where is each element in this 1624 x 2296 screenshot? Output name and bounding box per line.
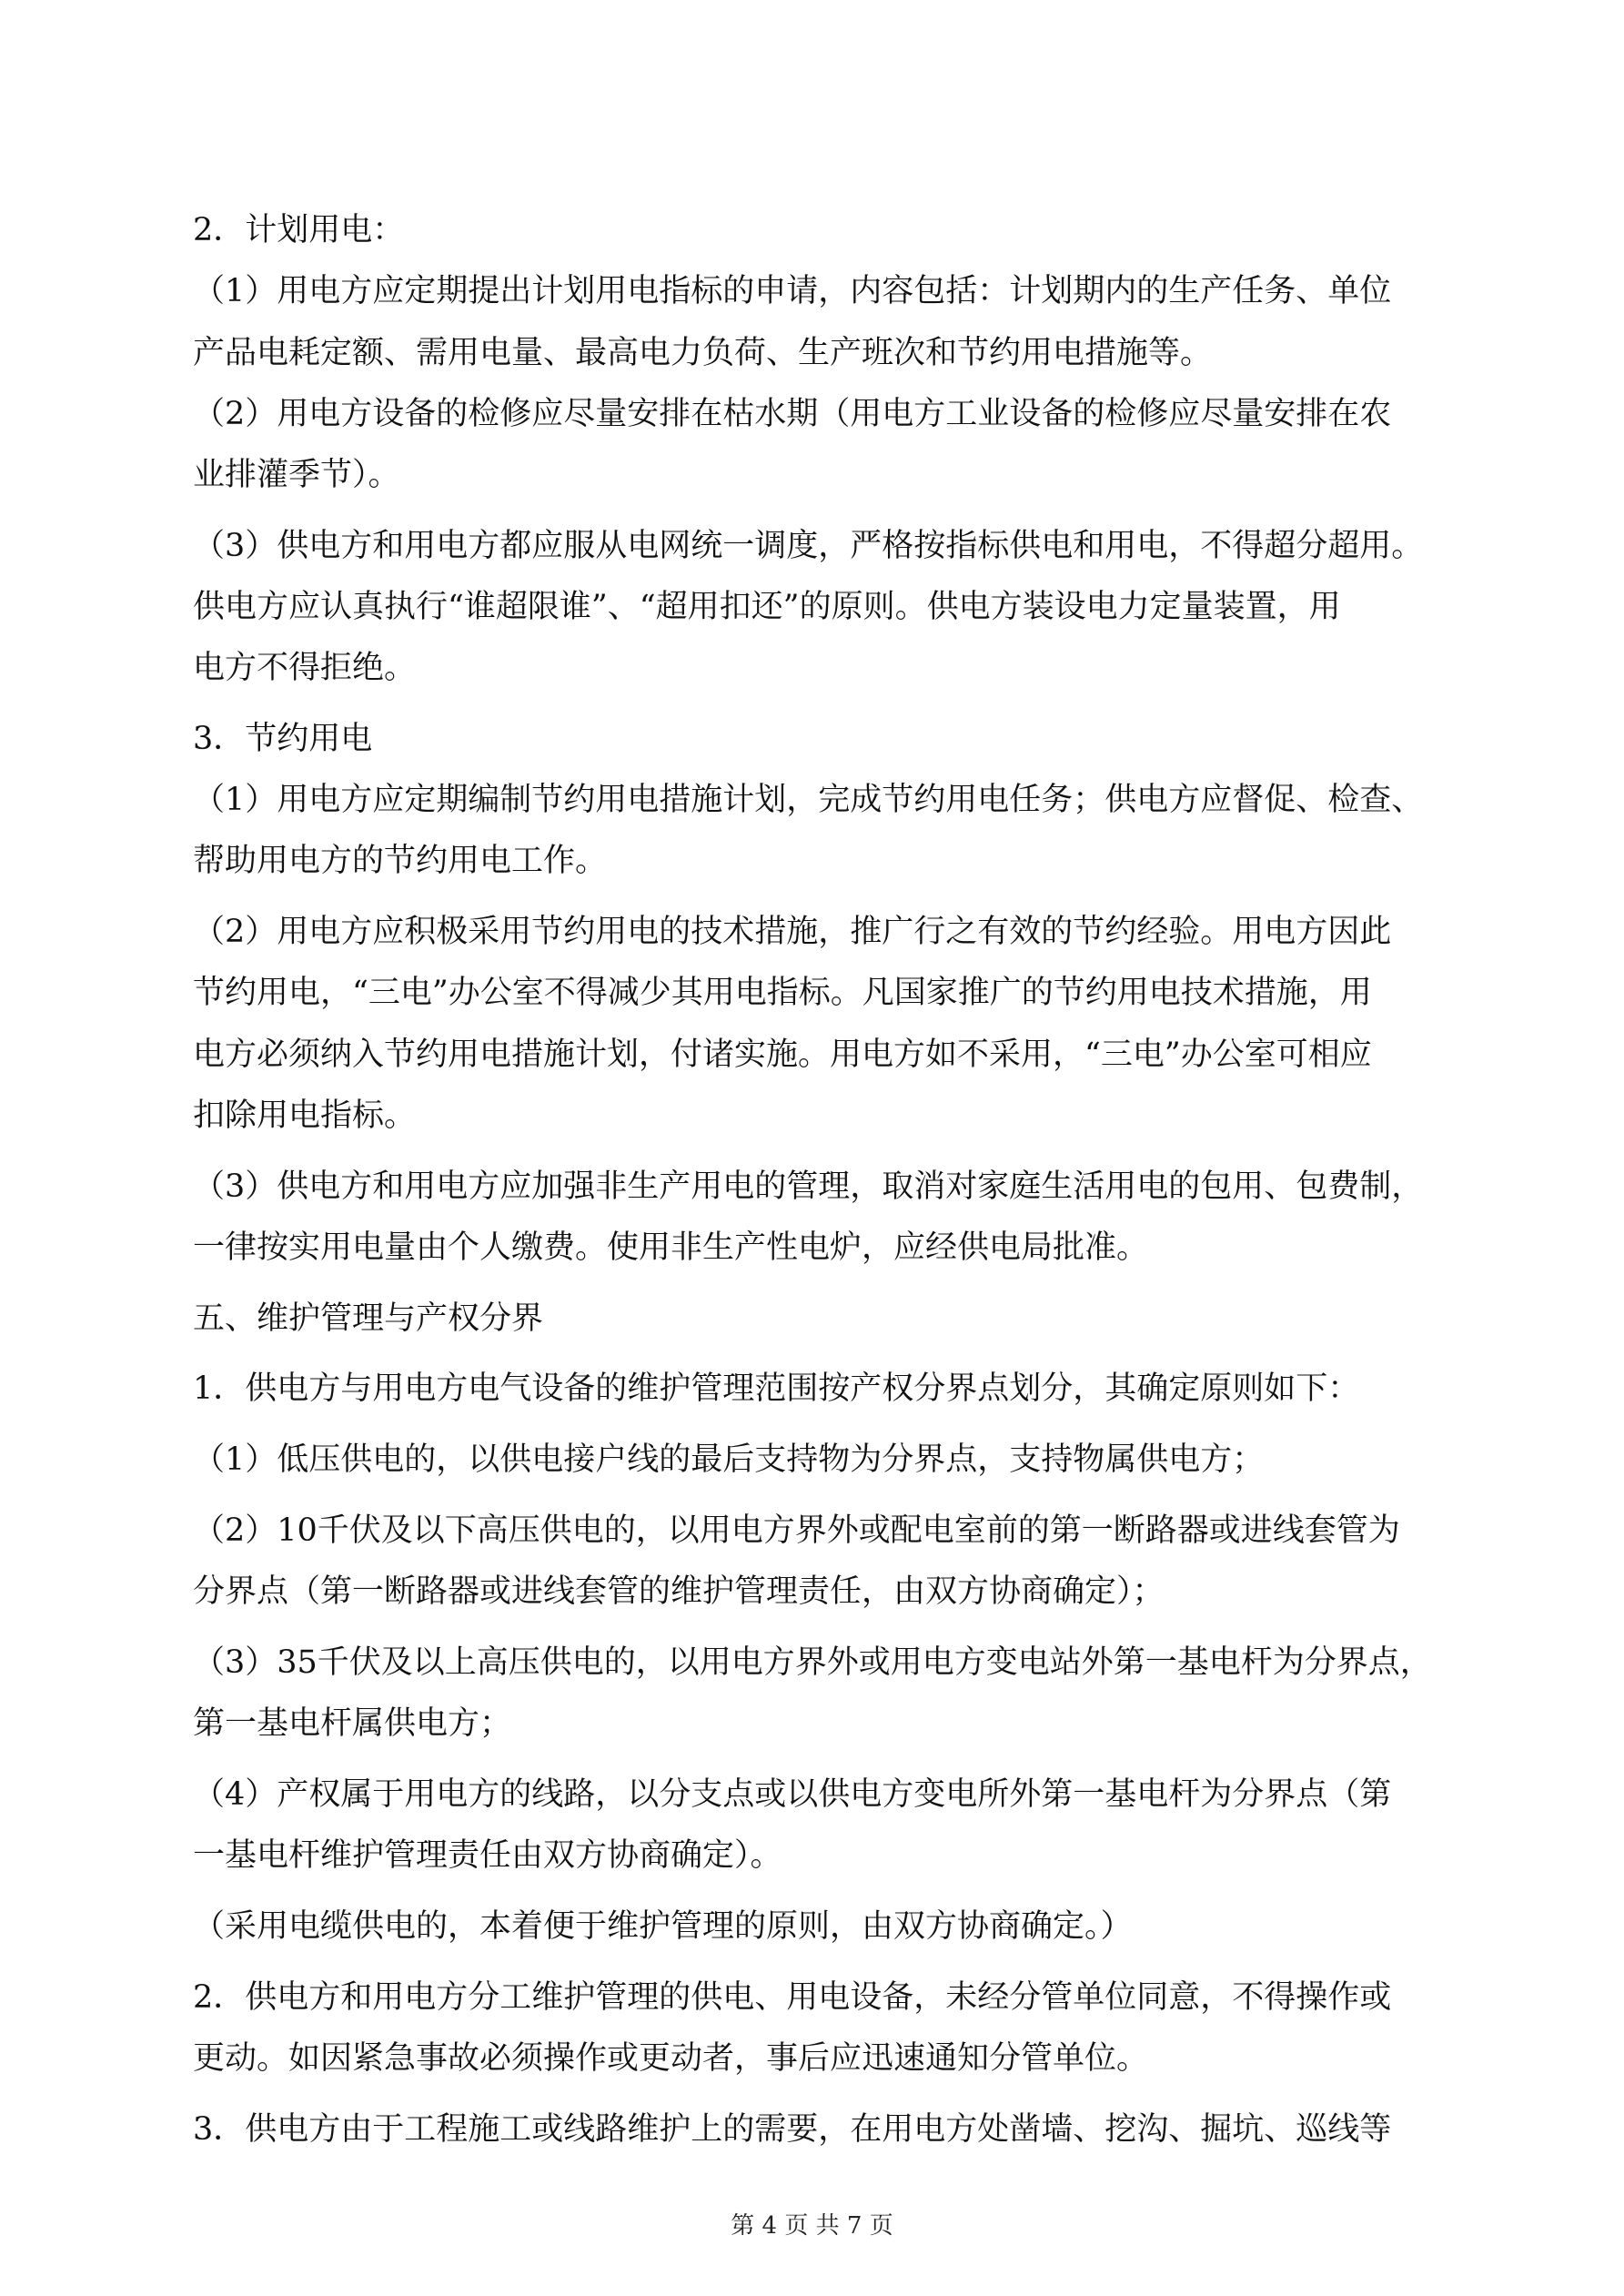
- page-number-footer: 第 4 页 共 7 页: [731, 2212, 893, 2240]
- text-line: （采用电缆供电的，本着便于维护管理的原则，由双方协商确定。）: [193, 1908, 1133, 1945]
- section-heading: 五、维护管理与产权分界: [193, 1300, 544, 1337]
- text-line: 业排灌季节）。: [193, 457, 400, 493]
- text-line: （2）10千伏及以下高压供电的，以用电方界外或配电室前的第一断路器或进线套管为: [193, 1512, 1400, 1549]
- text-line: 更动。如因紧急事故必须操作或更动者，事后应迅速通知分管单位。: [193, 2040, 1149, 2077]
- text-line: （3）35千伏及以上高压供电的，以用电方界外或用电方变电站外第一基电杆为分界点，: [193, 1644, 1432, 1681]
- text-line: 节约用电，“三电”办公室不得减少其用电指标。凡国家推广的节约用电技术措施，用: [193, 975, 1372, 1011]
- text-line: 帮助用电方的节约用电工作。: [193, 843, 608, 879]
- text-line: （4）产权属于用电方的线路，以分支点或以供电方变电所外第一基电杆为分界点（第: [193, 1776, 1392, 1813]
- text-line: 2．计划用电：: [193, 212, 405, 248]
- text-line: （2）用电方设备的检修应尽量安排在枯水期（用电方工业设备的检修应尽量安排在农: [193, 396, 1392, 432]
- text-line: （3）供电方和用电方应加强非生产用电的管理，取消对家庭生活用电的包用、包费制，: [193, 1168, 1424, 1205]
- text-line: 3．节约用电: [193, 721, 373, 757]
- text-line: （3）供电方和用电方都应服从电网统一调度，严格按指标供电和用电，不得超分超用。: [193, 528, 1424, 564]
- text-line: （1）用电方应定期编制节约用电措施计划，完成节约用电任务；供电方应督促、检查、: [193, 782, 1424, 818]
- text-line: 一基电杆维护管理责任由双方协商确定）。: [193, 1837, 782, 1874]
- text-line: （1）用电方应定期提出计划用电指标的申请，内容包括：计划期内的生产任务、单位: [193, 273, 1392, 309]
- text-line: 电方必须纳入节约用电措施计划，付诸实施。用电方如不采用，“三电”办公室可相应: [193, 1037, 1372, 1073]
- text-line: （2）用电方应积极采用节约用电的技术措施，推广行之有效的节约经验。用电方因此: [193, 914, 1392, 950]
- text-line: （1）低压供电的，以供电接户线的最后支持物为分界点，支持物属供电方；: [193, 1441, 1265, 1478]
- text-line: 第一基电杆属供电方；: [193, 1705, 512, 1742]
- text-line: 产品电耗定额、需用电量、最高电力负荷、生产班次和节约用电措施等。: [193, 335, 1213, 371]
- text-line: 电方不得拒绝。: [193, 650, 417, 686]
- text-line: 3．供电方由于工程施工或线路维护上的需要，在用电方处凿墙、挖沟、掘坑、巡线等: [193, 2111, 1392, 2148]
- text-line: 1．供电方与用电方电气设备的维护管理范围按产权分界点划分，其确定原则如下：: [193, 1371, 1360, 1407]
- text-line: 2．供电方和用电方分工维护管理的供电、用电设备，未经分管单位同意，不得操作或: [193, 1979, 1392, 2016]
- text-line: 一律按实用电量由个人缴费。使用非生产性电炉，应经供电局批准。: [193, 1229, 1149, 1266]
- text-line: 扣除用电指标。: [193, 1097, 417, 1134]
- text-line: 供电方应认真执行“谁超限谁”、“超用扣还”的原则。供电方装设电力定量装置，用: [193, 589, 1341, 625]
- text-line: 分界点（第一断路器或进线套管的维护管理责任，由双方协商确定）；: [193, 1573, 1165, 1610]
